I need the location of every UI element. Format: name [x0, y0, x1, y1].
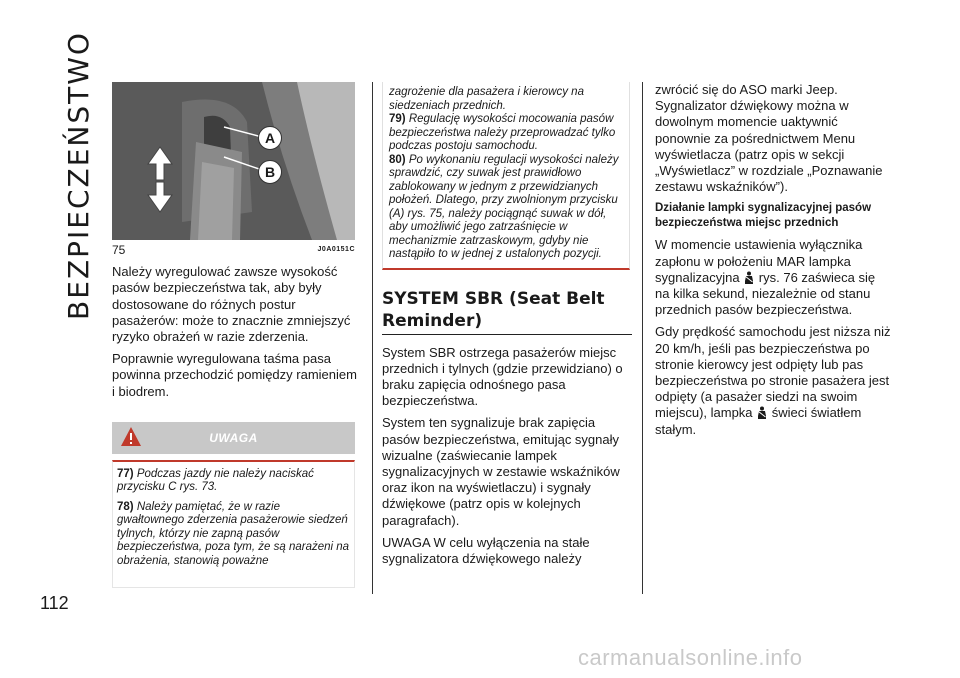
label-b-callout: B [258, 160, 282, 184]
warning-item: 79) Regulację wysokości mocowania pasów bezpieczeństwa należy przeprowadzać tylko podczas postoju samochodu. [389, 113, 616, 152]
column-divider [372, 82, 373, 594]
chapter-title: BEZPIECZEŃSTWO [61, 30, 95, 320]
warning-header [112, 422, 355, 454]
paragraph: zwrócić się do ASO marki Jeep. Sygnalizator dźwiękowy można w dowolnym momencie uaktywnić ponownie za pośrednictwem Menu wyświetlacza (patrz opis w sekcji „Wyświetlacz” w rozdziale „Poznawanie zestawu wskaźników”). [655, 82, 883, 195]
paragraph: UWAGA W celu wyłączenia na stałe sygnalizatora dźwiękowego należy [382, 534, 590, 566]
sub-heading: Działanie lampki sygnalizacyjnej pasów bezpieczeństwa miejsc przednich [655, 202, 872, 230]
paragraph: System SBR ostrzega pasażerów miejsc przednich i tylnych (gdzie przewidziano) o braku zapięcia odnośnego pasa bezpieczeństwa. [382, 344, 623, 409]
paragraph: Należy wyregulować zawsze wysokość pasów bezpieczeństwa tak, aby były dostosowane do różnych postur pasażerów: może to znacznie zmniejszyć ryzyko obrażeń w razie zderzenia. [112, 264, 351, 345]
warning-item: 77) Podczas jazdy nie należy naciskać przycisku C rys. 73. [117, 467, 314, 494]
page-number: 112 [40, 593, 69, 613]
seatbelt-warning-icon [743, 271, 755, 285]
paragraph: W momencie ustawienia wyłącznika zapłonu w położeniu MAR lampka sygnalizacyjna rys. 76 zaświeca się na kilka sekund, niezależnie od stanu przednich pasów bezpieczeństwa. [655, 237, 876, 318]
label-a-callout: A [258, 126, 282, 150]
column-divider [642, 82, 643, 594]
section-heading: SYSTEM SBR (Seat Belt Reminder) [382, 288, 632, 335]
column-2 [382, 82, 632, 573]
figure-number: 75 [112, 243, 126, 257]
warning-triangle-icon [120, 426, 142, 448]
column-3 [655, 82, 893, 444]
watermark: carmanualsonline.info [578, 645, 803, 670]
warning-body [112, 460, 355, 588]
seatbelt-warning-icon [756, 406, 768, 420]
paragraph: System ten sygnalizuje brak zapięcia pasów bezpieczeństwa, emitując sygnały wizualne (zaświecanie lampek sygnalizacyjnych w zestawie wskaźników oraz ikon na wyświetlaczu) i sygnały dźwiękowe (patrz opis w kolejnych paragrafach). [382, 415, 620, 528]
warning-continued-text: zagrożenie dla pasażera i kierowcy na siedzeniach przednich. [389, 86, 584, 112]
warning-box [112, 422, 355, 588]
paragraph: Poprawnie wyregulowana taśma pasa powinna przechodzić pomiędzy ramieniem i biodrem. [112, 351, 357, 399]
seatbelt-figure [112, 82, 355, 240]
figure-caption [112, 242, 355, 258]
figure-code: J0A0151C [317, 246, 355, 253]
seatbelt-illustration [112, 82, 355, 240]
column-1 [112, 82, 360, 588]
warning-continuation [382, 82, 630, 270]
warning-title: UWAGA [209, 430, 258, 445]
warning-item: 80) Po wykonaniu regulacji wysokości należy sprawdzić, czy suwak jest prawidłowo zablokowany w jednym z przewidzianych położeń. Dlatego, przy zwolnionym przycisku (A) rys. 75, należy pociągnąć suwak w dół, aby umożliwić jego zatrzaśnięcie w mechanizmie zatrzaskowym, gdyby nie nastąpiło to w jednej z ustalonych pozycji. [389, 153, 619, 260]
paragraph: Gdy prędkość samochodu jest niższa niż 20 km/h, jeśli pas bezpieczeństwa po stronie kierowcy jest odpięty lub pas bezpieczeństwa po stronie pasażera jest odpięty (a pasażer siedzi na swoim miejscu), lampka świeci światłem stałym. [655, 324, 891, 437]
warning-item: 78) Należy pamiętać, że w razie gwałtownego zderzenia pasażerowie siedzeń tylnych, którzy nie zapną pasów bezpieczeństwa, poza tym, że są narażeni na obrażenia, stanowią poważne [117, 500, 350, 567]
